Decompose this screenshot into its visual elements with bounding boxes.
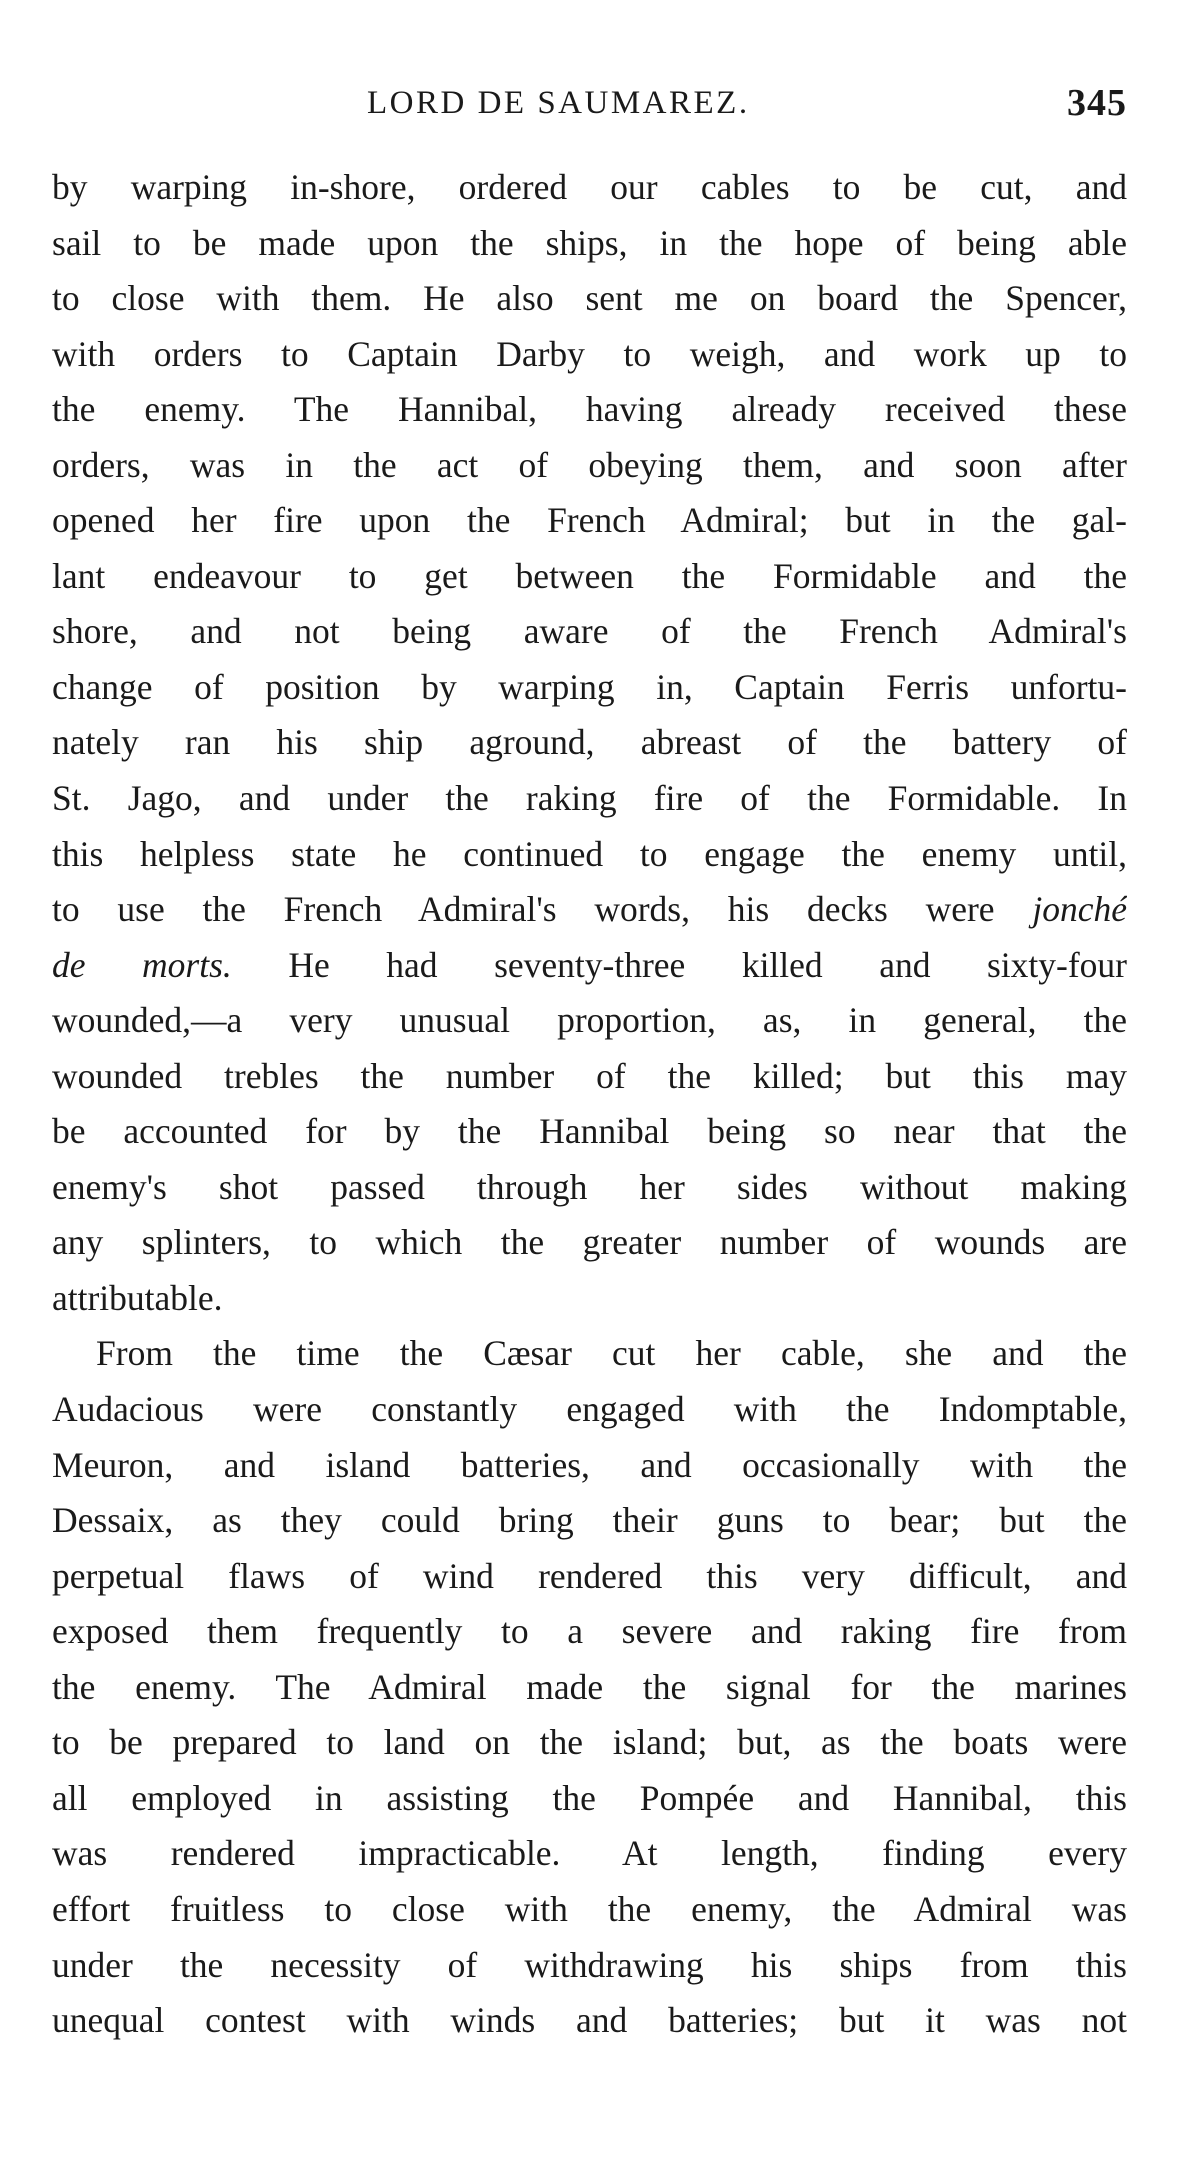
text-line: to use the French Admiral's words, his decks were jonché xyxy=(52,889,1127,930)
text-line: exposed them frequently to a severe and raking fire from xyxy=(52,1611,1127,1652)
text-line: all employed in assisting the Pompée and Hannibal, this xyxy=(52,1777,1127,1818)
text-line: this helpless state he continued to engage the enemy until, xyxy=(52,833,1127,874)
text-line: wounded trebles the number of the killed; but this may xyxy=(52,1055,1127,1096)
text-line: From the time the Cæsar cut her cable, she and the xyxy=(96,1333,1127,1374)
text-line: under the necessity of withdrawing his ships from this xyxy=(52,1944,1127,1985)
text-line: St. Jago, and under the raking fire of the Formidable. In xyxy=(52,778,1127,819)
text-line: enemy's shot passed through her sides without making xyxy=(52,1166,1127,1207)
body-text xyxy=(52,160,1127,2049)
running-title: LORD DE SAUMAREZ. xyxy=(367,85,750,121)
text-line: Meuron, and island batteries, and occasionally with the xyxy=(52,1444,1127,1485)
text-line: the enemy. The Admiral made the signal for the marines xyxy=(52,1666,1127,1707)
text-line: to close with them. He also sent me on board the Spencer, xyxy=(52,278,1127,319)
text-line: orders, was in the act of obeying them, and soon after xyxy=(52,444,1127,485)
text-line: to be prepared to land on the island; but, as the boats were xyxy=(52,1722,1127,1763)
text-line: sail to be made upon the ships, in the hope of being able xyxy=(52,222,1127,263)
text-line: wounded,—a very unusual proportion, as, in general, the xyxy=(52,1000,1127,1041)
page-number: 345 xyxy=(1067,82,1127,124)
paragraph xyxy=(52,160,1127,1326)
italic-phrase: jonché xyxy=(1032,889,1127,930)
text-line: de morts. He had seventy-three killed and sixty-four xyxy=(52,944,1127,985)
text-line: effort fruitless to close with the enemy, the Admiral was xyxy=(52,1888,1127,1929)
text-line: by warping in-shore, ordered our cables to be cut, and xyxy=(52,167,1127,207)
text-line: perpetual flaws of wind rendered this very difficult, and xyxy=(52,1555,1127,1596)
text-line: nately ran his ship aground, abreast of the battery of xyxy=(52,722,1127,763)
text-line: any splinters, to which the greater number of wounds are xyxy=(52,1222,1127,1263)
text-line: shore, and not being aware of the French Admiral's xyxy=(52,611,1127,652)
paragraph xyxy=(52,1326,1127,2048)
text-line: the enemy. The Hannibal, having already received these xyxy=(52,389,1127,430)
italic-phrase: de morts. xyxy=(52,944,232,985)
text-line: Dessaix, as they could bring their guns to bear; but the xyxy=(52,1500,1127,1541)
running-head xyxy=(52,78,1127,128)
text-line: lant endeavour to get between the Formidable and the xyxy=(52,555,1127,596)
text-line: unequal contest with winds and batteries; but it was not xyxy=(52,2000,1127,2041)
text-line: be accounted for by the Hannibal being so near that the xyxy=(52,1111,1127,1152)
text-line: attributable. xyxy=(52,1277,223,1318)
text-line: Audacious were constantly engaged with the Indomptable, xyxy=(52,1389,1127,1430)
text-line: change of position by warping in, Captain Ferris unfortu- xyxy=(52,666,1127,707)
text-line: was rendered impracticable. At length, finding every xyxy=(52,1833,1127,1874)
text-line: with orders to Captain Darby to weigh, and work up to xyxy=(52,333,1127,374)
text-line: opened her fire upon the French Admiral; but in the gal- xyxy=(52,500,1127,541)
